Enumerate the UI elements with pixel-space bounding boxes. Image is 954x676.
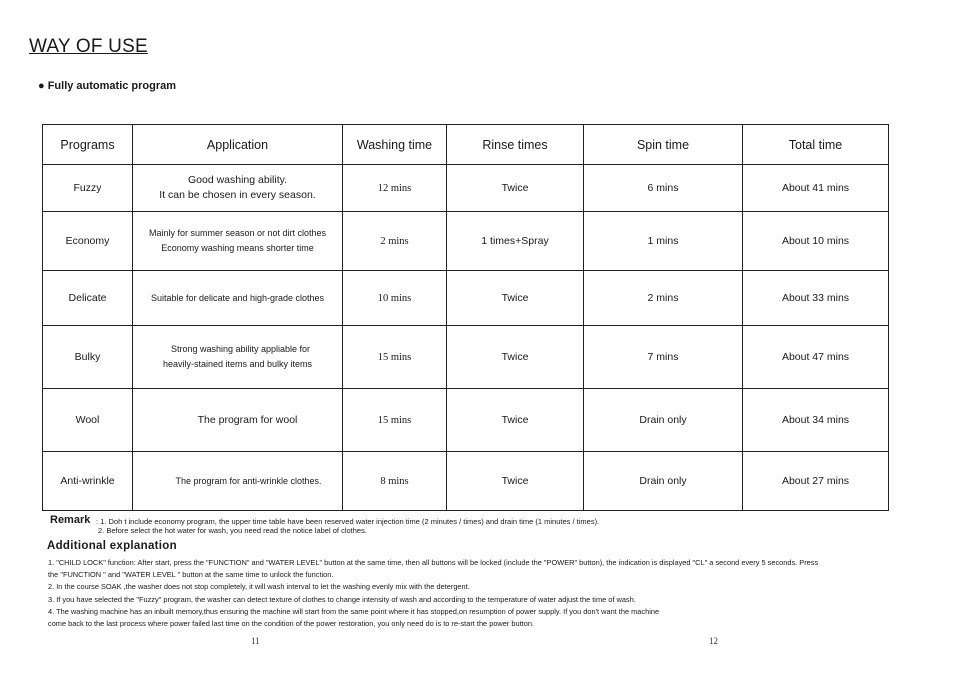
remark-line: 2. Before select the hot water for wash, you need read the notice label of clothes. [98, 526, 367, 535]
cell-spin-time: 7 mins [584, 326, 743, 389]
cell-program: Anti-wrinkle [43, 452, 133, 511]
header-spin-time: Spin time [584, 125, 743, 165]
note-line: the "FUNCTION " and "WATER LEVEL " button at the same time to unlock the function. [48, 570, 334, 580]
application-line: Suitable for delicate and high-grade clothes [150, 292, 325, 303]
cell-total-time: About 41 mins [743, 165, 889, 212]
application-line: heavily-stained items and bulky items [162, 359, 313, 369]
remark-label: Remark [50, 514, 91, 526]
cell-total-time: About 34 mins [743, 389, 889, 452]
cell-washing-time: 12 mins [343, 165, 447, 212]
table-row [43, 212, 889, 271]
note-line: 4. The washing machine has an inbuilt memory,thus ensuring the machine will start from the same point where it has stopped,on resumption of power supply. If you don't want the machine [48, 606, 660, 616]
cell-spin-time: Drain only [584, 389, 743, 452]
cell-rinse-times: Twice [447, 165, 584, 212]
header-application: Application [133, 125, 343, 165]
table-row [43, 165, 889, 212]
cell-application [133, 452, 343, 511]
cell-washing-time: 15 mins [343, 389, 447, 452]
table-row [43, 326, 889, 389]
cell-spin-time: 1 mins [584, 212, 743, 271]
program-table [42, 124, 889, 511]
cell-washing-time: 10 mins [343, 271, 447, 326]
application-line: Good washing ability. [187, 174, 288, 186]
cell-rinse-times: Twice [447, 389, 584, 452]
application-line: Strong washing ability appliable for [170, 344, 311, 354]
cell-application [133, 326, 343, 389]
cell-application [133, 389, 343, 452]
section-subtitle: ● Fully automatic program [38, 80, 177, 92]
cell-spin-time: 6 mins [584, 165, 743, 212]
cell-total-time: About 47 mins [743, 326, 889, 389]
additional-notes [48, 557, 898, 630]
cell-spin-time: Drain only [584, 452, 743, 511]
page-title: WAY OF USE [29, 36, 148, 57]
cell-total-time: About 27 mins [743, 452, 889, 511]
cell-spin-time: 2 mins [584, 271, 743, 326]
application-line: The program for anti-wrinkle clothes. [175, 475, 322, 486]
cell-total-time: About 33 mins [743, 271, 889, 326]
cell-rinse-times: Twice [447, 271, 584, 326]
cell-program: Wool [43, 389, 133, 452]
application-line: Mainly for summer season or not dirt clothes [148, 228, 327, 238]
cell-application [133, 271, 343, 326]
table-header-row [43, 125, 889, 165]
cell-total-time: About 10 mins [743, 212, 889, 271]
application-line: It can be chosen in every season. [159, 189, 316, 201]
header-total-time: Total time [743, 125, 889, 165]
cell-application [133, 165, 343, 212]
header-programs: Programs [43, 125, 133, 165]
cell-rinse-times: Twice [447, 326, 584, 389]
cell-program: Economy [43, 212, 133, 271]
cell-program: Bulky [43, 326, 133, 389]
note-line: 2. In the course SOAK ,the washer does not stop completely, it will wash interval to let the washing evenly mix with the detergent. [48, 582, 470, 592]
application-line: Economy washing means shorter time [161, 243, 314, 253]
table-row [43, 452, 889, 511]
page-number-left: 11 [251, 636, 260, 646]
cell-program: Delicate [43, 271, 133, 326]
header-washing-time: Washing time [343, 125, 447, 165]
note-line: come back to the last process where power failed last time on the condition of the power restoration, you only need do is to re-start the power button. [48, 619, 534, 629]
table-row [43, 389, 889, 452]
cell-washing-time: 15 mins [343, 326, 447, 389]
page-number-right: 12 [709, 636, 718, 646]
cell-application [133, 212, 343, 271]
additional-explanation-title: Additional explanation [47, 540, 177, 552]
table-row [43, 271, 889, 326]
application-line: The program for wool [197, 413, 298, 426]
cell-rinse-times: Twice [447, 452, 584, 511]
cell-washing-time: 8 mins [343, 452, 447, 511]
remark-line: : 1. Doh t include economy program, the upper time table have been reserved water injection time (2 minutes / times) and drain time (1 minutes / times). [96, 517, 600, 526]
note-line: 1. "CHILD LOCK" function: After start, press the "FUNCTION" and "WATER LEVEL" button at the same time, then all buttons will be locked (include the "POWER" button), the indication is displayed "CL" a second every 5 seconds. Press [48, 558, 819, 567]
header-rinse-times: Rinse times [447, 125, 584, 165]
cell-program: Fuzzy [43, 165, 133, 212]
cell-washing-time: 2 mins [343, 212, 447, 271]
note-line: 3. If you have selected the "Fuzzy" program, the washer can detect texture of clothes to change intensity of wash and according to the temperature of water adjust the time of wash. [48, 594, 636, 604]
cell-rinse-times: 1 times+Spray [447, 212, 584, 271]
